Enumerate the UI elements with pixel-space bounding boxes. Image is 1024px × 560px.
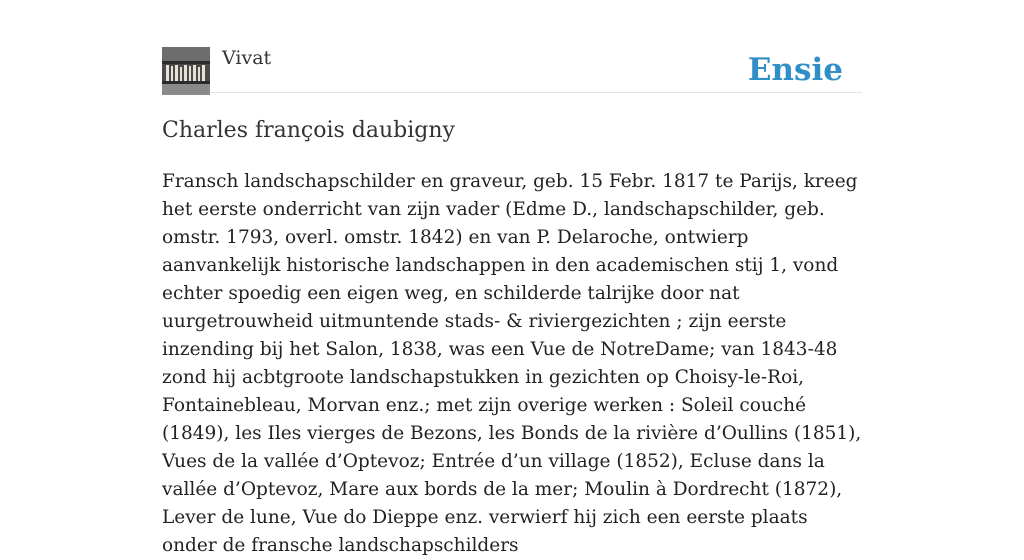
article-body: Fransch landschapschilder en graveur, geb. 15 Febr. 1817 te Parijs, kreeg het eerste onderricht van zijn vader (Edme D., landschapschilder, geb. omstr. 1793, overl. omstr. 1842) en van P. Delaroche, ontwierp aanvankelijk historische landschappen in den academischen stij 1, vond echter spoedig een eigen weg, en schilderde talrijke door nat uurgetrouwheid uitmuntende stads- & riviergezichten ; zijn eerste inzending bij het Salon, 1838, was een Vue de NotreDame; van 1843-48 zond hij acbtgroote landschapstukken in gezichten op Choisy-le-Roi, Fontainebleau, Morvan enz.; met zijn overige werken : Soleil couché (1849), les Iles vierges de Bezons, les Bonds de la rivière d’Oullins (1851), Vues de la vallée d’Optevoz; Entrée d’un village (1852), Ecluse dans la vallée d’Optevoz, Mare aux bords de la mer; Moulin à Dordrecht (1872), Lever de lune, Vue do Dieppe enz. verwierf hij zich een eerste plaats onder de fransche landschapschilders [162,171,862,556]
bookshelf-avatar-icon[interactable] [162,47,210,95]
brand-logo[interactable]: Ensie [747,52,843,88]
header [162,44,862,93]
source-name[interactable]: Vivat [222,47,272,69]
article-title: Charles françois daubigny [162,118,455,143]
